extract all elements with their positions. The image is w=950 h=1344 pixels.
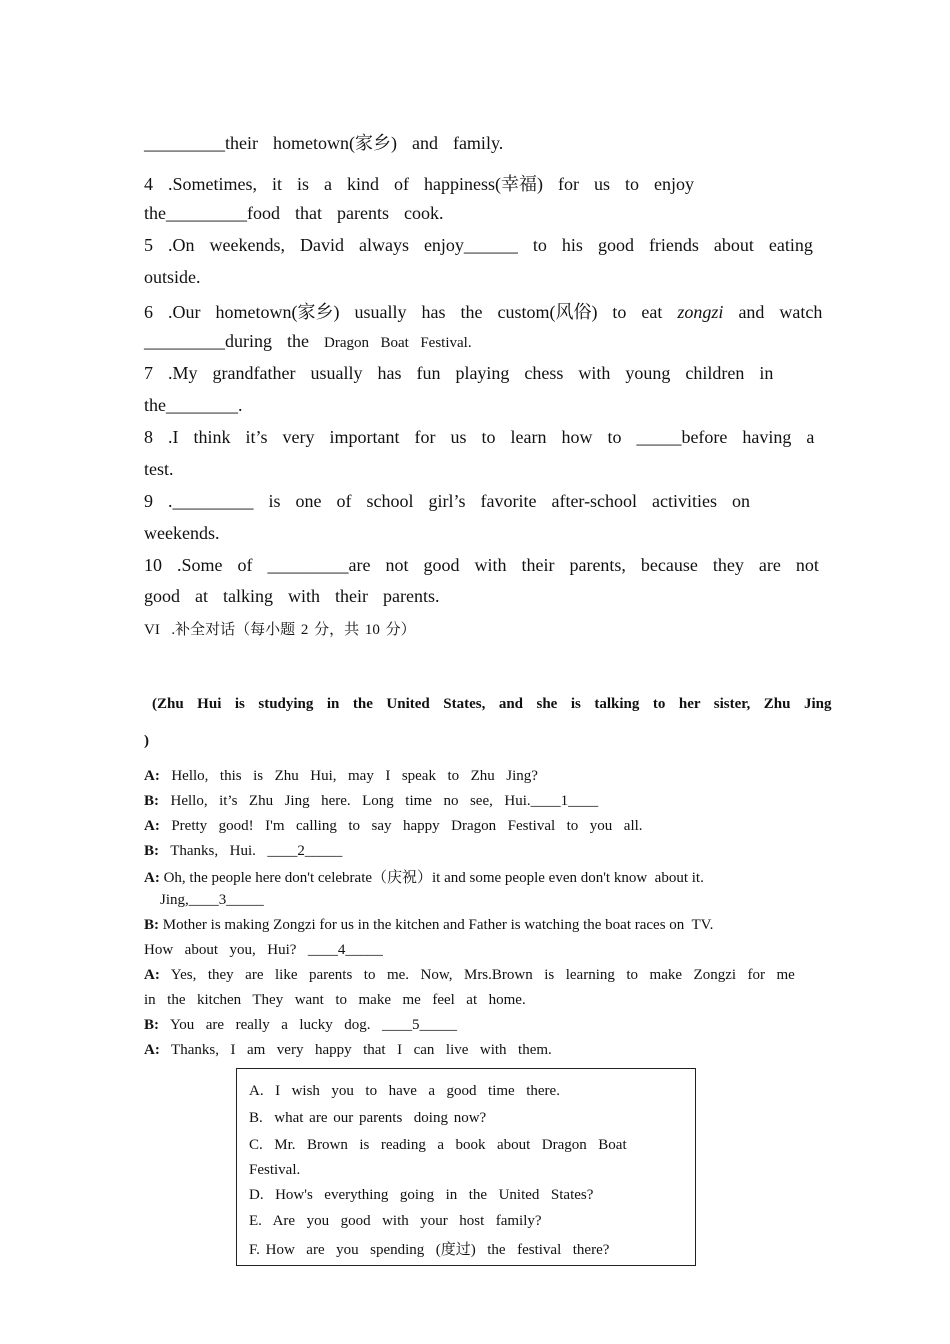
dialogue-text: Hello, it’s Zhu Jing here. Long time no see, Hui.____1____ (159, 793, 599, 809)
dialogue-line-6b: How about you, Hui? ____4_____ (144, 942, 383, 958)
speaker-a: A: (144, 768, 160, 784)
speaker-a: A: (144, 818, 160, 834)
dialogue-line-6 (144, 915, 713, 935)
dialogue-line-1 (144, 766, 538, 786)
option-a: A. I wish you to have a good time there. (249, 1083, 560, 1099)
dialogue-text: Thanks, I am very happy that I can live with them. (159, 1042, 552, 1058)
question-8-line-1: 8 .I think it’s very important for us to learn how to _____before having a (144, 427, 815, 447)
question-6-festival: Dragon Boat Festival. (324, 335, 472, 351)
dialogue-intro-close: ) (144, 733, 149, 749)
dialogue-line-5 (144, 868, 704, 888)
question-10-line-2: good at talking with their parents. (144, 586, 440, 606)
speaker-b: B: (144, 917, 159, 933)
dialogue-line-7 (144, 965, 795, 985)
option-c-continued: Festival. (249, 1162, 301, 1178)
speaker-b: B: (144, 843, 159, 859)
option-f: F. How are you spending (度过) the festival there? (249, 1242, 610, 1258)
question-6-text: 6 .Our hometown(家乡) usually has the custom(风俗) to eat (144, 302, 678, 322)
dialogue-text: Yes, they are like parents to me. Now, Mrs.Brown is learning to make Zongzi for me (159, 967, 795, 983)
dialogue-text: Mother is making Zongzi for us in the kitchen and Father is watching the boat races on TV. (159, 917, 714, 933)
question-7-line-2: the________. (144, 395, 243, 415)
option-d: D. How's everything going in the United States? (249, 1187, 594, 1203)
dialogue-line-8 (144, 1015, 457, 1035)
options-box (236, 1068, 696, 1266)
option-e: E. Are you good with your host family? (249, 1213, 542, 1229)
speaker-a: A: (144, 870, 160, 886)
option-b: B. what are our parents doing now? (249, 1110, 487, 1126)
dialogue-text: Oh, the people here don't celebrate（庆祝）it and some people even don't know about it. (159, 870, 704, 886)
dialogue-line-2 (144, 791, 598, 811)
dialogue-line-9 (144, 1040, 552, 1060)
dialogue-text: Hello, this is Zhu Hui, may I speak to Zhu Jing? (159, 768, 538, 784)
dialogue-line-7b: in the kitchen They want to make me feel at home. (144, 992, 526, 1008)
question-6-text-end: and watch (723, 302, 823, 322)
question-8-line-2: test. (144, 459, 174, 479)
question-5-line-2: outside. (144, 267, 201, 287)
question-6-zongzi: zongzi (677, 302, 724, 322)
question-7-line-1: 7 .My grandfather usually has fun playing chess with young children in (144, 363, 774, 383)
dialogue-line-4 (144, 841, 342, 861)
dialogue-line-3 (144, 816, 643, 836)
speaker-a: A: (144, 1042, 160, 1058)
question-10-line-1: 10 .Some of _________are not good with their parents, because they are not (144, 555, 819, 575)
dialogue-intro: (Zhu Hui is studying in the United States, and she is talking to her sister, Zhu Jing (152, 696, 832, 712)
question-4-line-1: 4 .Sometimes, it is a kind of happiness(幸福) for us to enjoy (144, 174, 694, 194)
option-c: C. Mr. Brown is reading a book about Dragon Boat (249, 1137, 627, 1153)
question-9-line-2: weekends. (144, 523, 220, 543)
dialogue-text: Pretty good! I'm calling to say happy Dragon Festival to you all. (159, 818, 643, 834)
question-6-line-2 (144, 330, 472, 353)
question-4-line-2: the_________food that parents cook. (144, 203, 444, 223)
question-9-line-1: 9 ._________ is one of school girl’s favorite after-school activities on (144, 491, 751, 511)
question-6-line-1 (144, 301, 822, 323)
dialogue-text: Thanks, Hui. ____2_____ (159, 843, 343, 859)
section-heading: VI .补全对话（每小题 2 分，共 10 分） (144, 622, 416, 638)
speaker-b: B: (144, 793, 159, 809)
question-3-continuation: _________their hometown(家乡) and family. (144, 133, 504, 153)
speaker-a: A: (144, 967, 160, 983)
dialogue-text: You are really a lucky dog. ____5_____ (159, 1017, 457, 1033)
dialogue-line-5b: Jing,____3_____ (160, 892, 264, 908)
question-5-line-1: 5 .On weekends, David always enjoy______ to his good friends about eating (144, 235, 813, 255)
question-6-blank: _________during the (144, 331, 324, 351)
speaker-b: B: (144, 1017, 159, 1033)
